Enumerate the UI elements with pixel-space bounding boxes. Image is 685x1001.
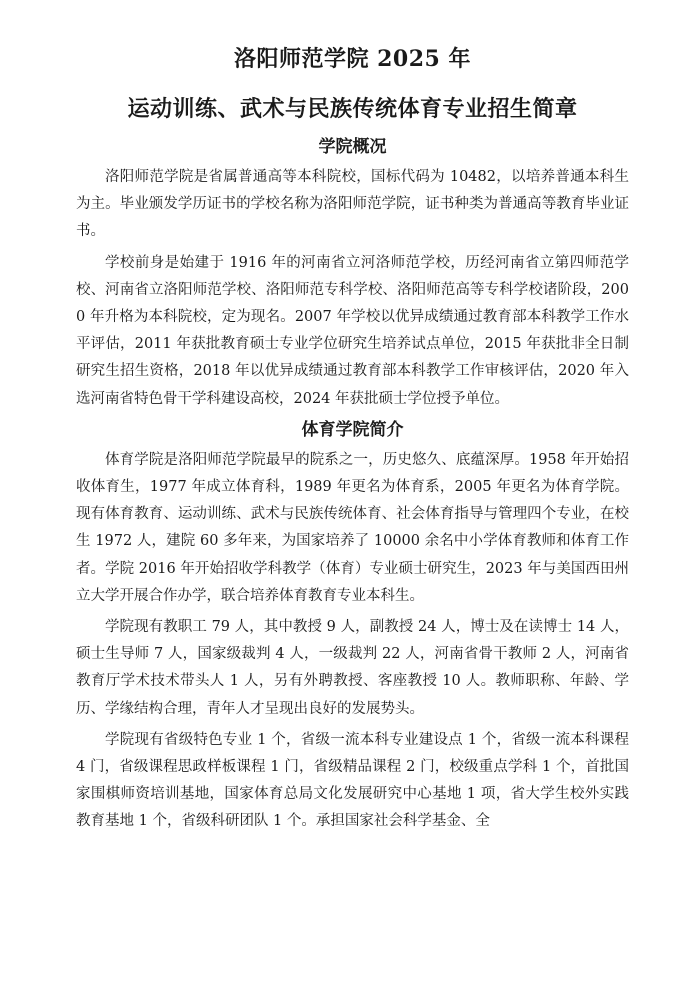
document-title-line2: 运动训练、武术与民族传统体育专业招生简章 <box>127 96 578 122</box>
section-pe-college-intro <box>76 419 629 836</box>
paragraph: 洛阳师范学院是省属普通高等本科院校，国标代码为 10482，以培养普通本科生为主。毕业颁发学历证书的学校名称为洛阳师范学院，证书种类为普通高等教育毕业证书。 <box>76 169 629 240</box>
paragraph: 学院现有省级特色专业 1 个，省级一流本科专业建设点 1 个，省级一流本科课程 4 门，省级课程思政样板课程 1 门，省级精品课程 2 门，校级重点学科 1 个，首批国家围棋师资培训基地，国家体育总局文化发展研究中心基地 1 项，省大学生校外实践教育基地 1 个，省级科研团队 1 个。承担国家社会科学基金、全 <box>76 731 629 830</box>
paragraph: 学校前身是始建于 1916 年的河南省立河洛师范学校，历经河南省立第四师范学校、河南省立洛阳师范学校、洛阳师范专科学校、洛阳师范高等专科学校诸阶段，2000 年升格为本科院校，定为现名。2007 年学校以优异成绩通过教育部本科教学工作水平评估，2011 年获批教育硕士专业学位研究生培养试点单位，2015 年获批非全日制研究生招生资格，2018 年以优异成绩通过教育部本科教学工作审核评估，2020 年入选河南省特色骨干学科建设高校，2024 年获批硕士学位授予单位。 <box>76 254 629 407</box>
paragraph: 体育学院是洛阳师范学院最早的院系之一，历史悠久、底蕴深厚。1958 年开始招收体育生，1977 年成立体育科，1989 年更名为体育系，2005 年更名为体育学院。现有体育教育、运动训练、武术与民族传统体育、社会体育指导与管理四个专业，在校生 1972 人，建院 60 多年来，为国家培养了 10000 余名中小学体育教师和体育工作者。学院 2016 年开始招收学科教学（体育）专业硕士研究生，2023 年与美国西田州立大学开展合作办学，联合培养体育教育专业本科生。 <box>76 451 629 604</box>
section-heading-pe-college-intro: 体育学院简介 <box>301 419 404 440</box>
section-college-overview <box>76 136 629 413</box>
document-title-line1: 洛阳师范学院 2025 年 <box>233 46 472 72</box>
paragraph: 学院现有教职工 79 人，其中教授 9 人，副教授 24 人，博士及在读博士 14 人，硕士生导师 7 人，国家级裁判 4 人，一级裁判 22 人，河南省骨干教师 2 人，河南省教育厅学术技术带头人 1 人，另有外聘教授、客座教授 10 人。教师职称、年龄、学历、学缘结构合理，青年人才呈现出良好的发展势头。 <box>76 619 629 717</box>
section-heading-college-overview: 学院概况 <box>318 137 387 157</box>
